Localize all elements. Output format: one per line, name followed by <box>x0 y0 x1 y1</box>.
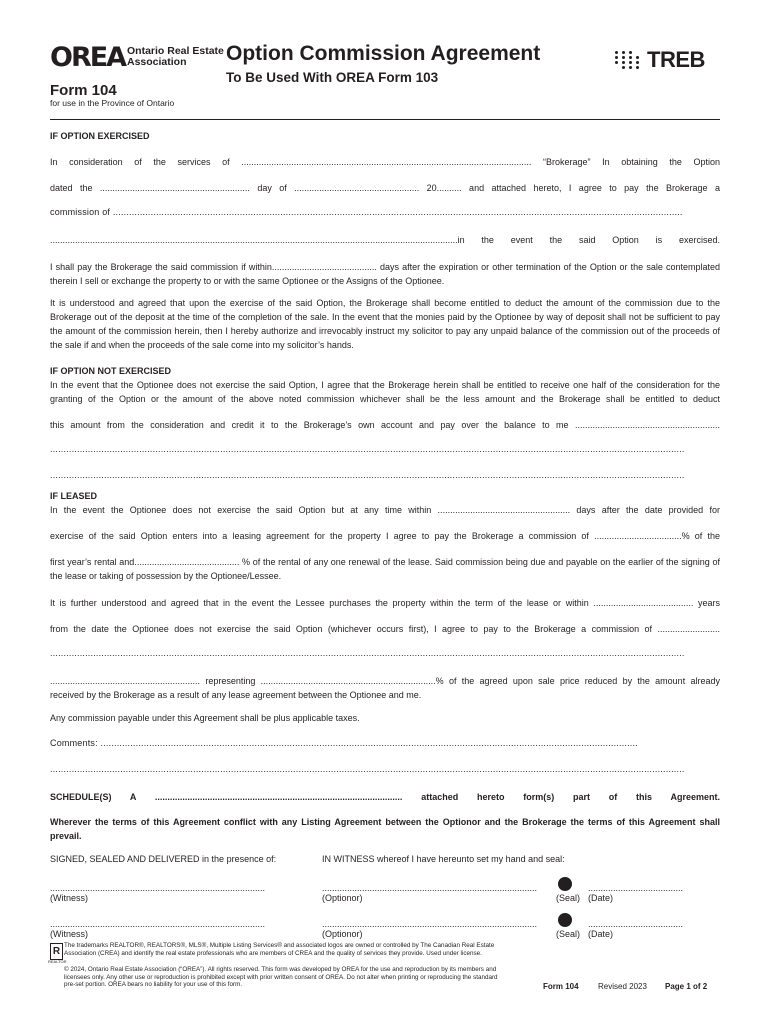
services-line[interactable]: In consideration of the services of .................................................................................................................... “Brokerage” In obtaining the Option <box>50 157 720 167</box>
form-subtitle: for use in the Province of Ontario <box>50 98 175 108</box>
optionor-signature-line[interactable]: ...................................................................................... <box>322 883 538 893</box>
witness-signature-line[interactable]: ...................................................................................... <box>50 883 266 893</box>
header-divider <box>50 119 720 120</box>
leasing-commission-line[interactable]: exercise of the said Option enters into a leasing agreement for the property I agree to pay the Brokerage a commission of ...................................% of the <box>50 531 720 541</box>
date-line[interactable]: ...................................... <box>588 883 684 893</box>
blank-line[interactable]: ........................................................................................................................................................................................................................................... <box>50 764 685 774</box>
dated-line[interactable]: dated the ............................................................ day of .................................................. 20.......... and attached hereto, I agree to pay the Brokerage a <box>50 183 720 193</box>
treb-wordmark: TREB <box>647 47 705 72</box>
footer-revised: Revised 2023 <box>598 982 647 991</box>
signed-sealed-label: SIGNED, SEALED AND DELIVERED in the presence of: <box>50 854 277 864</box>
footer-form-number: Form 104 <box>543 982 579 991</box>
realtor-logo-caption: REALTOR <box>48 959 67 964</box>
optionor-signature-line[interactable]: ...................................................................................... <box>322 919 538 929</box>
balance-line[interactable]: this amount from the consideration and credit it to the Brokerage’s own account and pay over the balance to me .......................................................... <box>50 420 720 430</box>
form-number: Form 104 <box>50 82 117 99</box>
blank-line[interactable]: ........................................................................................................................................................................................................................................... <box>50 470 685 480</box>
commission-line[interactable]: commission of ................................................................................................................................................................................................................... <box>50 207 683 217</box>
leased-days-line[interactable]: In the event the Optionee does not exercise the said Option but at any time within ..................................................... days after the date provided for <box>50 505 720 515</box>
deposit-clause: It is understood and agreed that upon the exercise of the said Option, the Brokerage shall become entitled to deduct the amount of the commission due to the Brokerage out of the deposit at the time of the completion of the sale. In the event that the monies paid by the Optionee by way of deposit shall not be sufficient to pay the amount of the commission herein, then I hereby authorize and irrevocably instruct my solicitor to pay any unpaid balance of the commission out of the proceeds of the sale if and when the proceeds of the sale come into my solicitor’s hands. <box>50 298 720 350</box>
date-label: (Date) <box>588 929 614 939</box>
association-line-2: Association <box>127 56 187 68</box>
association-name <box>127 46 224 68</box>
blank-line[interactable]: ........................................................................................................................................................................................................................................... <box>50 648 685 658</box>
optionor-label: (Optionor) <box>322 929 363 939</box>
commission-continuation-line[interactable]: ...................................................................................................................................................................in the event the said Option is exercised. <box>50 235 720 245</box>
copyright-notice: © 2024, Ontario Real Estate Association (“OREA”). All rights reserved. This form was developed by OREA for the use and reproduction by its members and licensees only. Any other use or reproduction is prohibited except with prior written consent of OREA. Do not alter when printing or reproducing the standard pre-set portion. OREA bears no liability for your use of this form. <box>64 966 498 989</box>
section-heading-option-exercised: IF OPTION EXERCISED <box>50 131 150 141</box>
seal-icon <box>558 913 572 927</box>
witness-label: (Witness) <box>50 893 88 903</box>
blank-line[interactable]: ........................................................................................................................................................................................................................................... <box>50 444 685 454</box>
seal-label: (Seal) <box>556 929 581 939</box>
taxes-clause: Any commission payable under this Agreement shall be plus applicable taxes. <box>50 713 360 723</box>
association-line-1: Ontario Real Estate <box>127 45 224 57</box>
treb-dots-icon <box>615 51 641 69</box>
purchase-commission-line[interactable]: from the date the Optionee does not exercise the said Option (whichever occurs first), I agree to pay to the Brokerage a commission of ......................... <box>50 624 720 634</box>
comments-field[interactable]: Comments: ....................................................................................................................................................................................................... <box>50 738 638 748</box>
payment-clause: I shall pay the Brokerage the said commission if within.......................................... days after the expiration or other termination of the Option or the sale contemplated therein I sell or exchange the property to or with the same Optionee or the Assigns of the Optionee. <box>50 262 720 286</box>
seal-icon <box>558 877 572 891</box>
witness-signature-line[interactable]: ...................................................................................... <box>50 919 266 929</box>
sale-price-clause[interactable]: ............................................................ representing ......................................................................% of the agreed upon sale price reduced by the amount already received by the Brokerage as a result of any lease agreement between the Optionee and me. <box>50 676 720 700</box>
lessee-purchase-line[interactable]: It is further understood and agreed that in the event the Lessee purchases the property within the term of the lease or within ........................................ years <box>50 598 720 608</box>
document-subtitle: To Be Used With OREA Form 103 <box>226 70 439 85</box>
footer-page-number: Page 1 of 2 <box>665 982 708 991</box>
optionor-label: (Optionor) <box>322 893 363 903</box>
document-title: Option Commission Agreement <box>226 42 541 65</box>
date-label: (Date) <box>588 893 614 903</box>
not-exercised-clause: In the event that the Optionee does not exercise the said Option, I agree that the Brokerage herein shall be entitled to receive one half of the consideration for the granting of the Option or the amount of the above noted commission whichever shall be the less amount and the Brokerage shall be entitled to deduct <box>50 380 720 404</box>
date-line[interactable]: ...................................... <box>588 919 684 929</box>
seal-label: (Seal) <box>556 893 581 903</box>
treb-logo <box>615 47 705 73</box>
realtor-logo-icon: R <box>50 943 63 960</box>
prevail-clause: Wherever the terms of this Agreement conflict with any Listing Agreement between the Optionor and the Brokerage the terms of this Agreement shall prevail. <box>50 817 720 841</box>
in-witness-label: IN WITNESS whereof I have hereunto set my hand and seal: <box>322 854 565 864</box>
section-heading-option-not-exercised: IF OPTION NOT EXERCISED <box>50 366 172 376</box>
schedule-line[interactable]: SCHEDULE(S) A ................................................................................................... attached hereto form(s) part of this Agreement. <box>50 792 720 802</box>
rental-clause[interactable]: first year’s rental and.......................................... % of the rental of any one renewal of the lease. Said commission being due and payable on the earlier of the signing of the lease or taking of possession by the Optionee/Lessee. <box>50 557 720 581</box>
witness-label: (Witness) <box>50 929 88 939</box>
orea-logo: OREA <box>50 42 126 73</box>
section-heading-if-leased: IF LEASED <box>50 491 98 501</box>
trademark-notice: The trademarks REALTOR®, REALTORS®, MLS®, Multiple Listing Services® and associated logos are owned or controlled by The Canadian Real Estate Association (CREA) and identify the real estate professionals who are members of CREA and the quality of services they provide. Used under license. <box>64 942 495 957</box>
